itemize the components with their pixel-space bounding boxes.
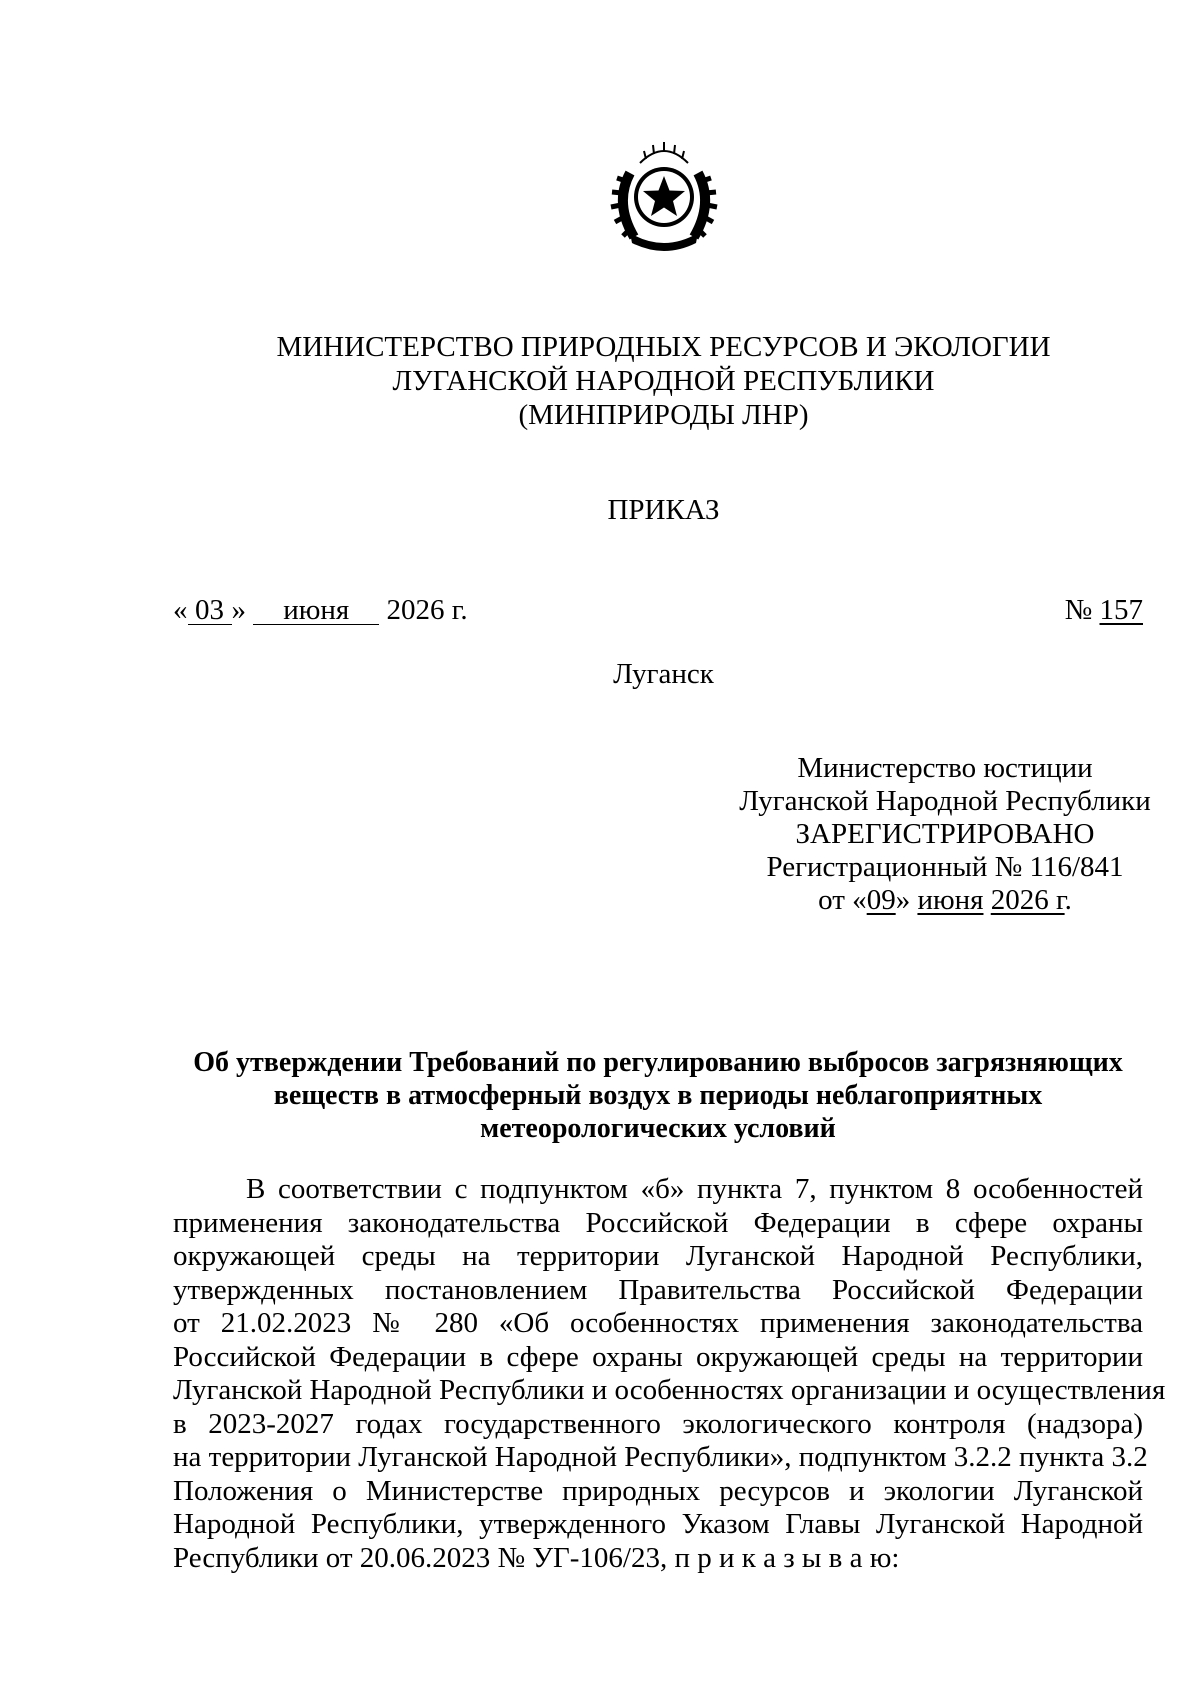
registration-day: 09 [866, 884, 896, 916]
number-prefix: № [1064, 594, 1093, 626]
document-date [173, 593, 468, 627]
date-close-quote: » [231, 594, 246, 626]
body-line: от 21.02.2023 № 280 «Об особенностях применения законодательства [173, 1307, 1143, 1339]
date-day: 03 [188, 596, 232, 625]
body-line: Положения о Министерстве природных ресурсов и экологии Луганской [173, 1474, 1143, 1507]
date-open-quote: « [173, 594, 188, 626]
ministry-line-3: (МИНПРИРОДЫ ЛНР) [518, 399, 809, 431]
order-title-line-1: Об утверждении Требований по регулированию выбросов загрязняющих [193, 1047, 1123, 1078]
registration-line-2: Луганской Народной Республики [739, 785, 1151, 817]
body-line: окружающей среды на территории Луганской Народной Республики, [173, 1240, 1143, 1272]
date-year: 2026 г. [386, 594, 468, 626]
registration-date [715, 884, 1175, 917]
order-title-line-3: метеорологических условий [480, 1113, 836, 1144]
body-line: Российской Федерации в сфере охраны окружающей среды на территории [173, 1340, 1143, 1373]
body-line: Республики от 20.06.2023 № УГ-106/23, п р и к а з ы в а ю: [173, 1541, 900, 1574]
registration-year: 2026 г [990, 884, 1065, 916]
registration-stamp [715, 752, 1175, 917]
city: Луганск [613, 658, 714, 690]
body-line: Народной Республики, утвержденного Указом Главы Луганской Народной [173, 1508, 1143, 1540]
coat-of-arms-icon [600, 133, 728, 261]
body-line: утвержденных постановлением Правительства Российской Федерации [173, 1273, 1143, 1306]
body-line: В соответствии с подпунктом «б» пункта 7, пунктом 8 особенностей [246, 1173, 1143, 1205]
registration-month: июня [917, 884, 984, 916]
body-paragraph [173, 1173, 1166, 1575]
ministry-line-1: МИНИСТЕРСТВО ПРИРОДНЫХ РЕСУРСОВ И ЭКОЛОГИИ [276, 331, 1051, 363]
order-title [173, 1046, 1143, 1145]
document-type: ПРИКАЗ [607, 494, 720, 526]
date-month: июня [253, 596, 379, 625]
document-number [1065, 593, 1143, 627]
registration-line-4: Регистрационный № 116/841 [766, 851, 1124, 883]
number-value: 157 [1099, 594, 1143, 626]
ministry-header [0, 330, 1200, 432]
registration-end: . [1064, 884, 1072, 916]
registration-line-1: Министерство юстиции [797, 752, 1093, 784]
registration-line-3: ЗАРЕГИСТРИРОВАНО [795, 818, 1095, 850]
ministry-line-2: ЛУГАНСКОЙ НАРОДНОЙ РЕСПУБЛИКИ [392, 365, 935, 397]
body-line: на территории Луганской Народной Республики», подпунктом 3.2.2 пункта 3.2 [173, 1441, 1148, 1473]
order-title-line-2: веществ в атмосферный воздух в периоды неблагоприятных [273, 1080, 1043, 1111]
registration-from: от « [818, 884, 867, 916]
date-number-row [173, 593, 1143, 627]
body-line: Луганской Народной Республики и особенностях организации и осуществления [173, 1374, 1166, 1406]
registration-close-quote: » [895, 884, 911, 916]
body-line: применения законодательства Российской Федерации в сфере охраны [173, 1206, 1143, 1239]
body-line: в 2023-2027 годах государственного экологического контроля (надзора) [173, 1407, 1143, 1440]
